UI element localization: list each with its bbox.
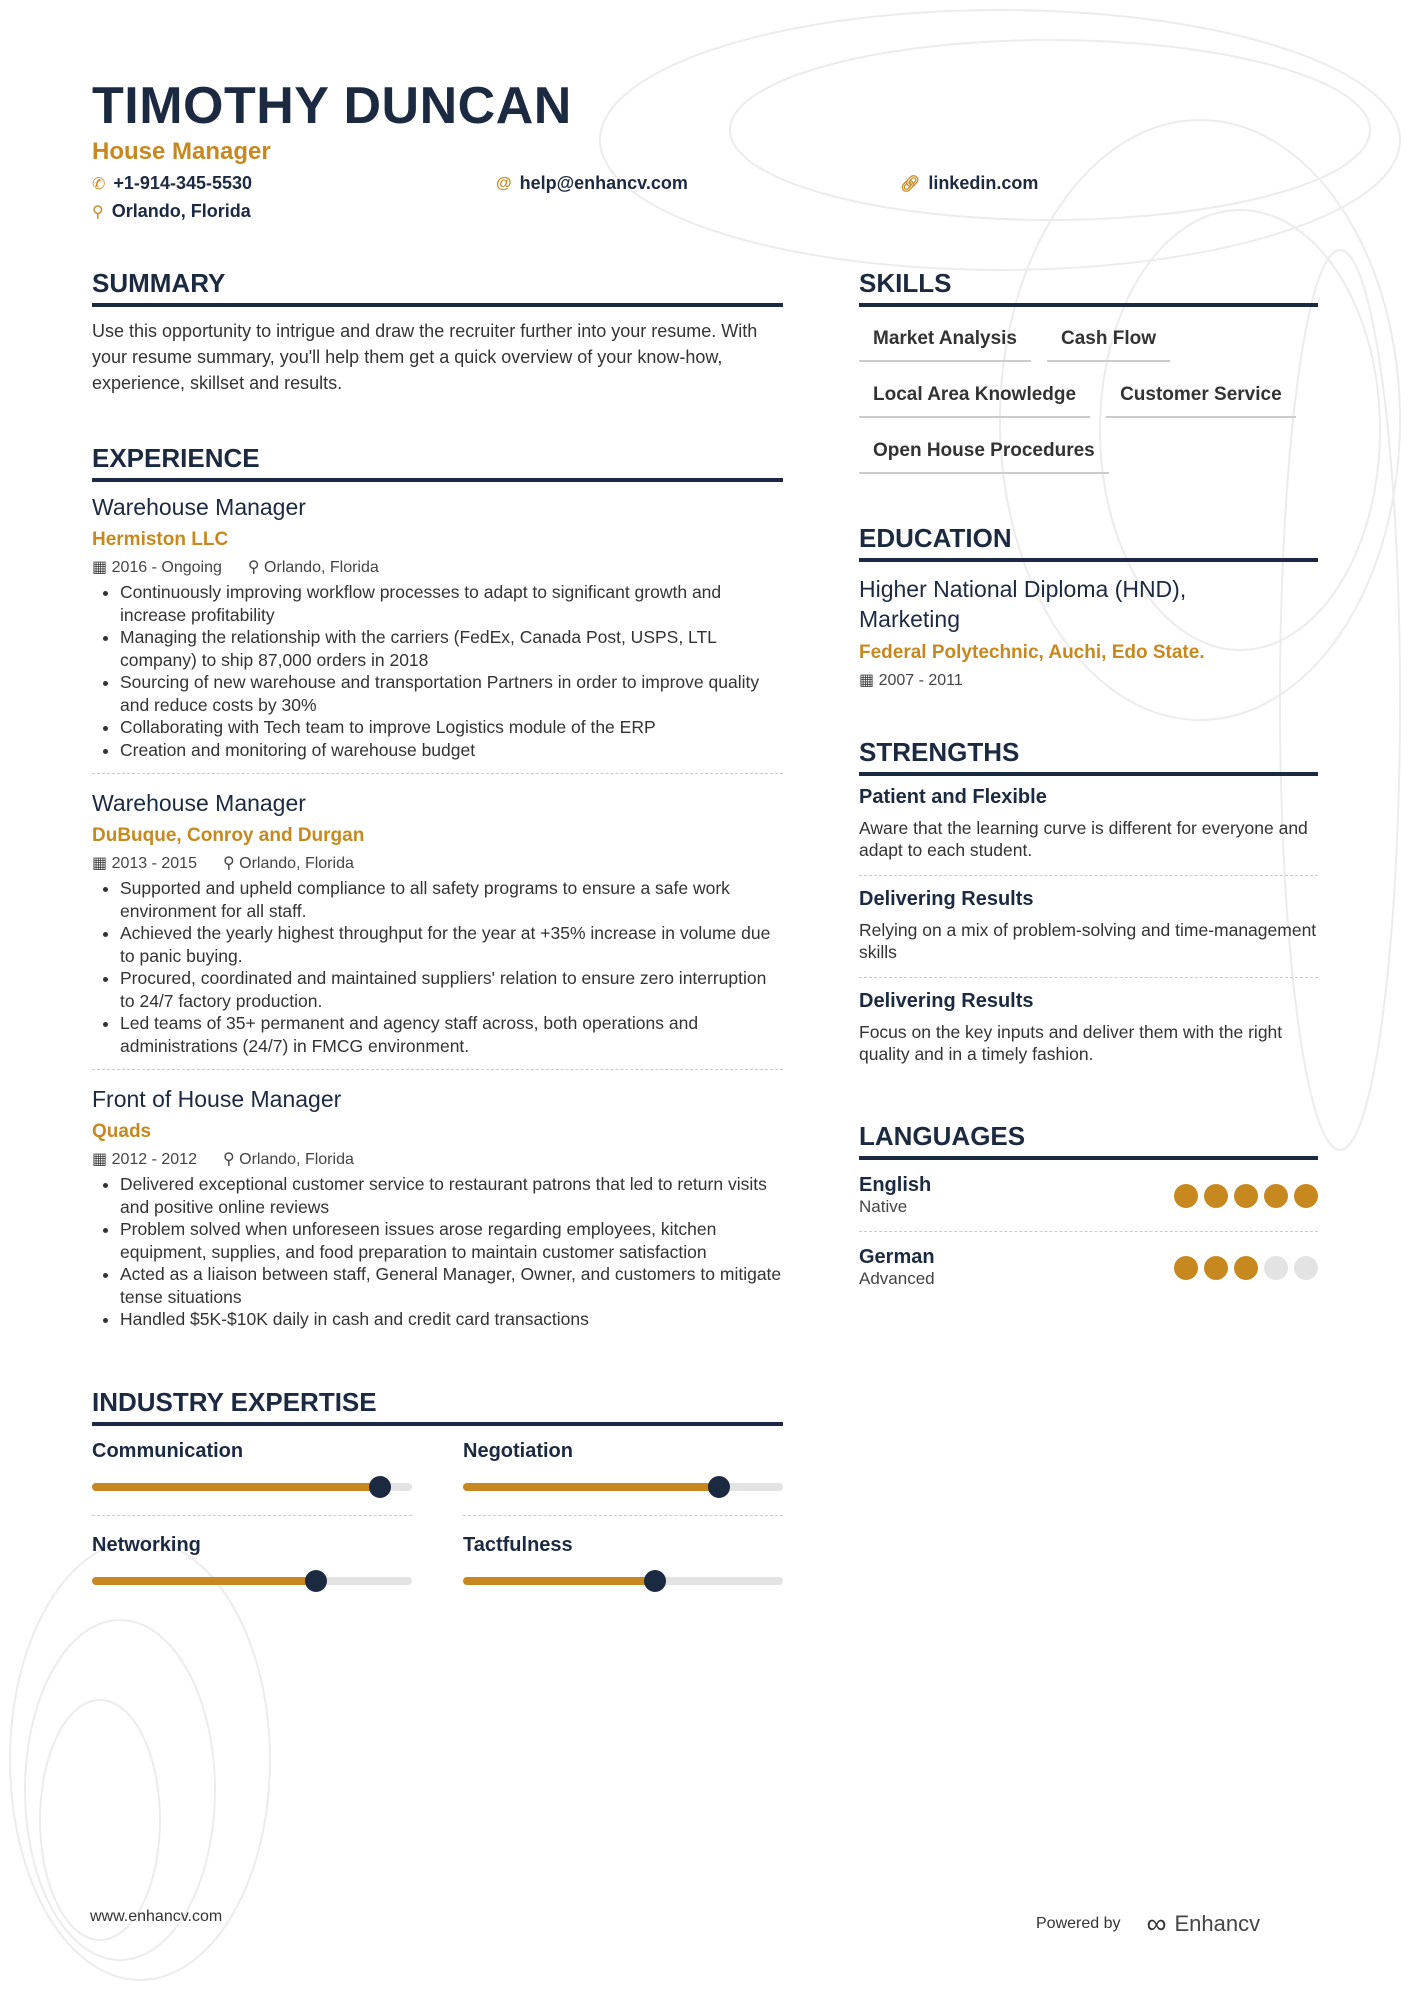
skills-heading: SKILLS: [859, 268, 1318, 307]
language-level: Advanced: [859, 1269, 935, 1288]
enhancv-logo-icon: ∞: [1146, 1908, 1167, 1939]
email[interactable]: [496, 173, 688, 194]
at-icon: @: [496, 174, 512, 192]
calendar-icon: ▦: [92, 559, 112, 576]
rating-dot: [1264, 1184, 1288, 1208]
phone-text: +1-914-345-5530: [113, 173, 253, 193]
job-location: [223, 853, 354, 873]
strength-name: Patient and Flexible: [859, 786, 1047, 808]
strengths-list: [859, 774, 1318, 1079]
strength-item: [859, 774, 1318, 876]
job-location-text: Orlando, Florida: [239, 855, 354, 872]
job-dates: [92, 557, 222, 577]
expertise-heading: INDUSTRY EXPERTISE: [92, 1387, 783, 1426]
language-name: English: [859, 1174, 932, 1196]
location-pin-icon: ⚲: [247, 559, 265, 576]
job-bullet: • Supported and upheld compliance to all safety programs to ensure a safe work environment for all staff.: [120, 877, 783, 922]
edu-dates: [859, 670, 963, 690]
job-location: [248, 557, 379, 577]
phone: [92, 173, 252, 194]
company: Hermiston LLC: [92, 529, 229, 550]
slider-knob: [644, 1570, 666, 1592]
school: Federal Polytechnic, Auchi, Edo State.: [859, 642, 1205, 663]
slider-fill: [463, 1577, 655, 1585]
rating-dot: [1174, 1184, 1198, 1208]
rating-dot: [1174, 1256, 1198, 1280]
job-dates: [92, 853, 197, 873]
job-bullet: • Led teams of 35+ permanent and agency staff across, both operations and administrations (24/7) in FMCG environment.: [120, 1012, 783, 1057]
language-rating: [1174, 1184, 1318, 1208]
education-heading: EDUCATION: [859, 523, 1318, 562]
job-bullet: • Acted as a liaison between staff, General Manager, Owner, and customers to mitigate tense situations: [120, 1263, 783, 1308]
strength-desc: Relying on a mix of problem-solving and time-management skills: [859, 920, 1317, 962]
location-pin-icon: ⚲: [222, 1151, 240, 1168]
calendar-icon: ▦: [859, 672, 879, 689]
rating-dot: [1234, 1256, 1258, 1280]
strength-name: Delivering Results: [859, 888, 1034, 910]
job-bullet: • Continuously improving workflow processes to adapt to significant growth and increase profitability: [120, 581, 783, 626]
slider-knob: [708, 1476, 730, 1498]
strength-item: [859, 876, 1318, 978]
job-dates-text: 2012 - 2012: [111, 1151, 197, 1168]
expertise-name: Tactfulness: [463, 1534, 573, 1556]
rating-dot: [1204, 1184, 1228, 1208]
candidate-name: TIMOTHY DUNCAN: [92, 77, 572, 135]
language-level: Native: [859, 1197, 908, 1216]
job-dates-text: 2013 - 2015: [111, 855, 197, 872]
expertise-slider: [463, 1577, 783, 1585]
job-dates-text: 2016 - Ongoing: [111, 559, 222, 576]
languages-list: [859, 1160, 1318, 1303]
job-location-text: Orlando, Florida: [264, 559, 379, 576]
job-bullet: • Problem solved when unforeseen issues arose regarding employees, kitchen equipment, supplies, and food preparation to maintain customer satisfaction: [120, 1218, 783, 1263]
language-item: [859, 1160, 1318, 1232]
brand-name: Enhancv: [1174, 1911, 1261, 1936]
rating-dot: [1264, 1256, 1288, 1280]
job-entry: [92, 1086, 783, 1343]
experience-list: [92, 494, 783, 1359]
job-bullet: • Handled $5K-$10K daily in cash and credit card transactions: [120, 1308, 783, 1331]
job-location: [223, 1149, 354, 1169]
job-title: Warehouse Manager: [92, 494, 306, 520]
expertise-item: [463, 1516, 783, 1609]
expertise-item: [92, 1422, 412, 1516]
candidate-role: House Manager: [92, 138, 271, 165]
experience-heading: EXPERIENCE: [92, 443, 783, 482]
expertise-name: Negotiation: [463, 1440, 573, 1462]
expertise-name: Networking: [92, 1534, 201, 1556]
rating-dot: [1234, 1184, 1258, 1208]
link[interactable]: [900, 173, 1038, 194]
rating-dot: [1294, 1184, 1318, 1208]
footer-site[interactable]: www.enhancv.com: [90, 1908, 223, 1925]
job-bullet: • Achieved the yearly highest throughput for the year at +35% increase in volume due to panic buying.: [120, 922, 783, 967]
expertise-name: Communication: [92, 1440, 244, 1462]
skill-tag: Open House Procedures: [859, 434, 1109, 474]
job-bullet: • Managing the relationship with the carriers (FedEx, Canada Post, USPS, LTL company) to ship 87,000 orders in 2018: [120, 626, 783, 671]
location-pin-icon: ⚲: [222, 855, 240, 872]
job-bullet: • Creation and monitoring of warehouse budget: [120, 739, 783, 762]
footer-brand: [1036, 1908, 1260, 1940]
location: [92, 201, 251, 222]
powered-by: Powered by: [1036, 1915, 1121, 1932]
expertise-slider: [463, 1483, 783, 1491]
location-pin-icon: ⚲: [92, 203, 104, 221]
education-entry: [859, 574, 1318, 690]
link-icon: 🔗︎: [900, 175, 921, 193]
language-name: German: [859, 1246, 935, 1268]
company: Quads: [92, 1121, 152, 1142]
job-title: Front of House Manager: [92, 1086, 342, 1112]
job-bullet: • Collaborating with Tech team to improve Logistics module of the ERP: [120, 716, 783, 739]
skill-tag: Market Analysis: [859, 322, 1031, 362]
company: DuBuque, Conroy and Durgan: [92, 825, 365, 846]
strength-item: [859, 978, 1318, 1079]
expertise-item: [92, 1516, 412, 1609]
summary-heading: SUMMARY: [92, 268, 783, 307]
strength-desc: Focus on the key inputs and deliver them with the right quality and in a timely fashion.: [859, 1022, 1283, 1064]
expertise-slider: [92, 1577, 412, 1585]
email-text: help@enhancv.com: [519, 173, 688, 193]
strength-desc: Aware that the learning curve is different for everyone and adapt to each student.: [859, 818, 1308, 860]
languages-heading: LANGUAGES: [859, 1121, 1318, 1160]
expertise-item: [463, 1422, 783, 1516]
calendar-icon: ▦: [92, 1151, 112, 1168]
location-text: Orlando, Florida: [111, 201, 251, 221]
skills-list: [859, 322, 1318, 474]
slider-knob: [305, 1570, 327, 1592]
rating-dot: [1204, 1256, 1228, 1280]
degree: Higher National Diploma (HND), Marketing: [859, 576, 1187, 632]
job-bullet: • Procured, coordinated and maintained suppliers' relation to ensure zero interruption to 24/7 factory production.: [120, 967, 783, 1012]
slider-fill: [463, 1483, 719, 1491]
link-text: linkedin.com: [928, 173, 1039, 193]
language-item: [859, 1232, 1318, 1303]
skill-tag: Cash Flow: [1047, 322, 1170, 362]
strength-name: Delivering Results: [859, 990, 1034, 1012]
edu-dates-text: 2007 - 2011: [878, 672, 963, 689]
skill-tag: Local Area Knowledge: [859, 378, 1090, 418]
skill-tag: Customer Service: [1106, 378, 1296, 418]
job-location-text: Orlando, Florida: [239, 1151, 354, 1168]
job-bullet: • Delivered exceptional customer service to restaurant patrons that led to return visits and positive online reviews: [120, 1173, 783, 1218]
job-title: Warehouse Manager: [92, 790, 306, 816]
job-dates: [92, 1149, 197, 1169]
job-entry: [92, 790, 783, 1070]
expertise-slider: [92, 1483, 412, 1491]
job-bullet: • Sourcing of new warehouse and transportation Partners in order to improve quality and reduce costs by 30%: [120, 671, 783, 716]
rating-dot: [1294, 1256, 1318, 1280]
phone-icon: ✆: [92, 175, 106, 193]
slider-fill: [92, 1483, 380, 1491]
strengths-heading: STRENGTHS: [859, 737, 1318, 776]
job-entry: [92, 494, 783, 774]
calendar-icon: ▦: [92, 855, 112, 872]
summary-text: Use this opportunity to intrigue and draw the recruiter further into your resume. With your resume summary, you'll help them get a quick overview of your know-how, experience, skillset and results.: [92, 321, 758, 393]
slider-fill: [92, 1577, 316, 1585]
expertise-grid: [92, 1422, 783, 1609]
language-rating: [1174, 1256, 1318, 1280]
slider-knob: [369, 1476, 391, 1498]
